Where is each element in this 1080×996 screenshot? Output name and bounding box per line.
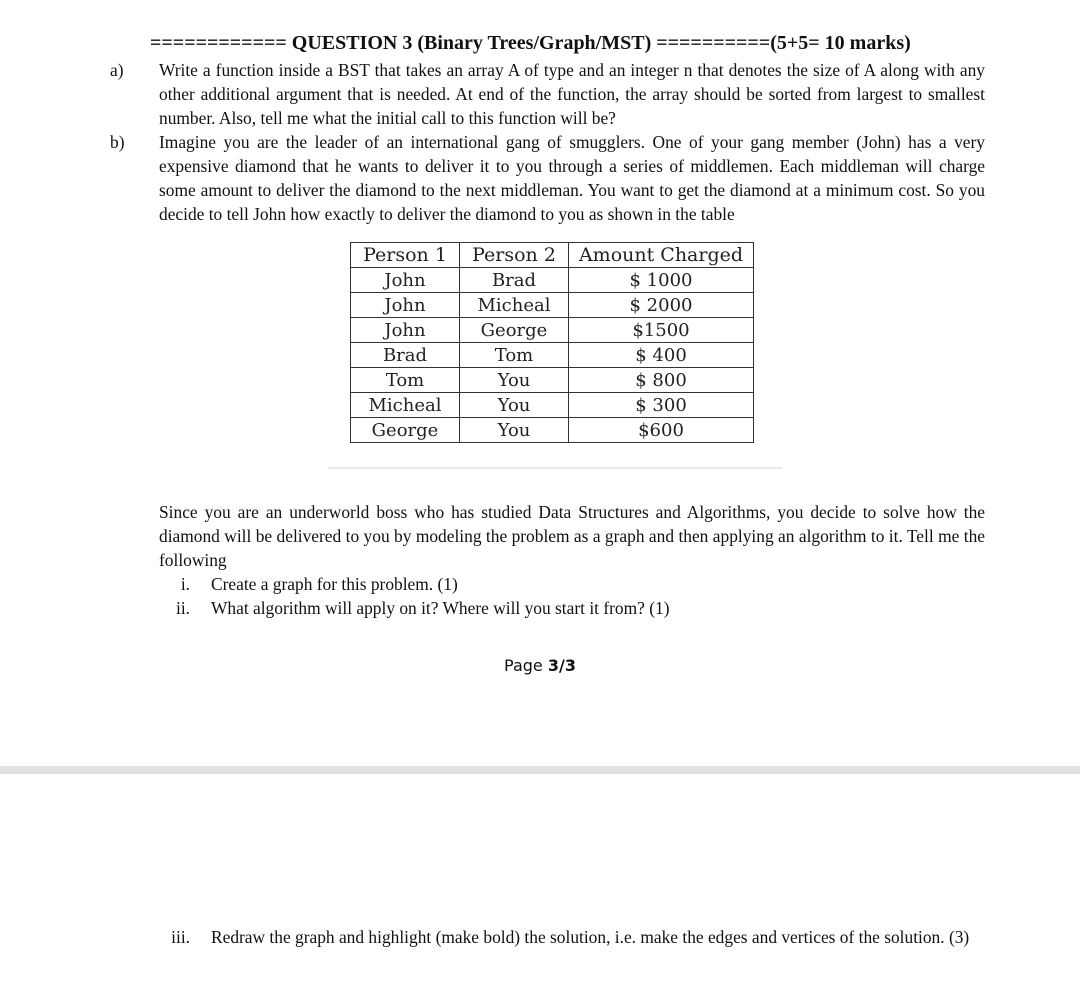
cell-person-1: John [351, 318, 460, 343]
cost-table [350, 242, 754, 443]
cell-person-2: You [460, 418, 569, 443]
table-row [351, 293, 754, 318]
part-b-label: b) [110, 132, 125, 152]
cell-person-1: Tom [351, 368, 460, 393]
table-row [351, 268, 754, 293]
cell-person-1: John [351, 293, 460, 318]
table-row [351, 343, 754, 368]
cell-person-1: John [351, 268, 460, 293]
part-a-label: a) [110, 60, 124, 80]
sub-question-text: Create a graph for this problem. (1) [211, 574, 458, 594]
cell-person-2: Brad [460, 268, 569, 293]
page-number [0, 656, 1080, 675]
table-image-edge [328, 467, 782, 469]
header-person-2: Person 2 [460, 243, 569, 268]
header-person-1: Person 1 [351, 243, 460, 268]
cell-person-2: George [460, 318, 569, 343]
page-separator [0, 766, 1080, 774]
cell-person-2: You [460, 368, 569, 393]
cell-amount: $ 300 [569, 393, 754, 418]
cell-person-2: You [460, 393, 569, 418]
cell-person-1: Brad [351, 343, 460, 368]
cell-amount: $600 [569, 418, 754, 443]
sub-question-text: Redraw the graph and highlight (make bold) the solution, i.e. make the edges and vertices of the solution. (3) [211, 927, 970, 947]
sub-question-number: iii. [171, 927, 190, 947]
cell-person-1: George [351, 418, 460, 443]
page-number-value: 3/3 [547, 656, 576, 675]
cell-amount: $ 400 [569, 343, 754, 368]
table-header-row [351, 243, 754, 268]
sub-question-iii [160, 925, 980, 975]
cell-person-2: Micheal [460, 293, 569, 318]
header-amount-charged: Amount Charged [569, 243, 754, 268]
part-a-text: Write a function inside a BST that takes an array A of type and an integer n that denotes the size of A along with any other additional argument that is needed. At end of the function, the array should be sorted from largest to smallest number. Also, tell me what the initial call to this function will be? [159, 60, 985, 128]
page-number-label: Page [504, 656, 543, 675]
problem-paragraph: Since you are an underworld boss who has studied Data Structures and Algorithms, you decide to solve how the diamond will be delivered to you by modeling the problem as a graph and then applying an algorithm to it. Tell me the following [159, 502, 985, 570]
table-row [351, 318, 754, 343]
sub-question-text: What algorithm will apply on it? Where will you start it from? (1) [211, 598, 670, 618]
table-row [351, 418, 754, 443]
part-b-text: Imagine you are the leader of an international gang of smugglers. One of your gang member (John) has a very expensive diamond that he wants to deliver it to you through a series of middlemen. Each middleman will charge some amount to deliver the diamond to the next middleman. You want to get the diamond at a minimum cost. So you decide to tell John how exactly to deliver the diamond to you as shown in the table [159, 132, 985, 224]
cell-amount: $ 800 [569, 368, 754, 393]
sub-question-number: ii. [175, 598, 190, 618]
question-heading: ============ QUESTION 3 (Binary Trees/Graph/MST) ==========(5+5= 10 marks) [150, 32, 911, 54]
cell-amount: $ 2000 [569, 293, 754, 318]
cell-person-1: Micheal [351, 393, 460, 418]
exam-page-continued [0, 774, 1080, 996]
cost-table-container [350, 242, 754, 443]
sub-question-number: i. [180, 574, 190, 594]
cell-amount: $ 1000 [569, 268, 754, 293]
table-row [351, 393, 754, 418]
table-row [351, 368, 754, 393]
cell-amount: $1500 [569, 318, 754, 343]
cell-person-2: Tom [460, 343, 569, 368]
